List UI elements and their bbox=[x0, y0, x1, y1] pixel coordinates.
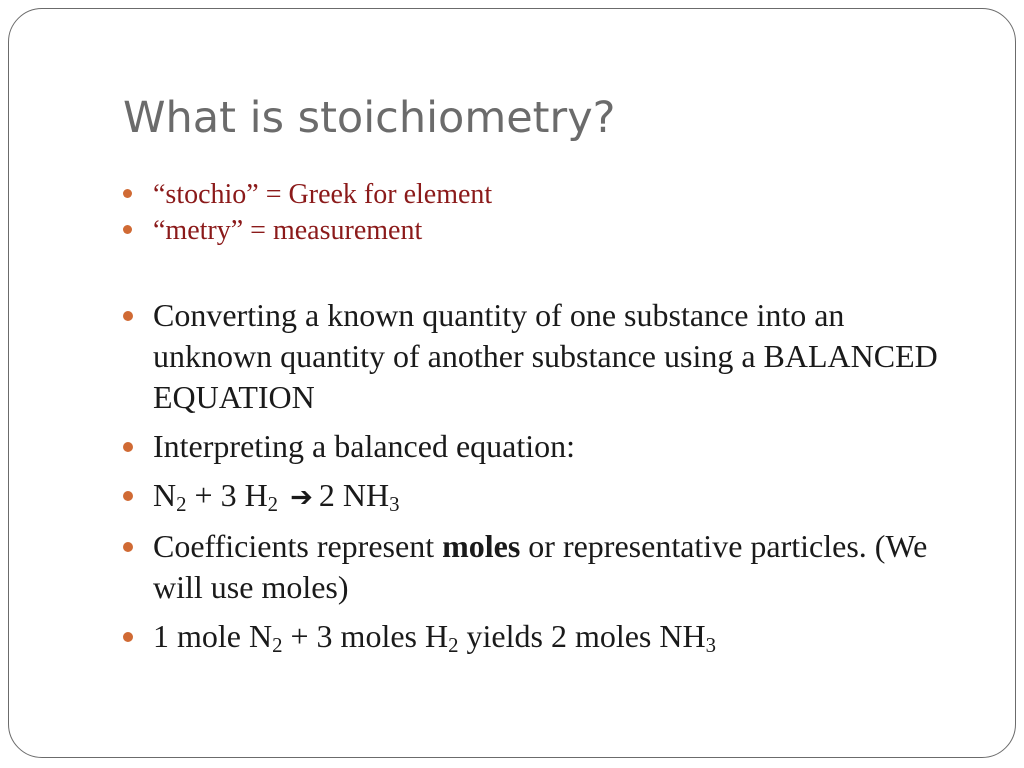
subscript: 2 bbox=[272, 634, 283, 658]
equation-n: N bbox=[153, 477, 177, 513]
etymology-list bbox=[123, 177, 492, 249]
subscript: 2 bbox=[176, 493, 187, 517]
subscript: 2 bbox=[267, 493, 279, 517]
slide-frame bbox=[8, 8, 1016, 758]
mole-part-1: 1 mole N bbox=[153, 618, 273, 654]
text-before: Coefficients represent bbox=[153, 528, 443, 564]
list-item bbox=[123, 177, 492, 213]
bullet-text: Converting a known quantity of one substance into an unknown quantity of another substance using a BALANCED EQUATION bbox=[153, 297, 938, 415]
bullet-text: Interpreting a balanced equation: bbox=[153, 428, 576, 464]
emphasis-moles: moles bbox=[442, 528, 521, 564]
equation-plus-h: + 3 H bbox=[186, 477, 268, 513]
bullet-text: “stochio” = Greek for element bbox=[153, 179, 493, 210]
list-item bbox=[123, 213, 492, 249]
bullet-text: “metry” = measurement bbox=[153, 215, 423, 246]
main-bullet-list bbox=[123, 295, 943, 665]
subscript: 3 bbox=[705, 634, 716, 658]
bullet-dot-icon bbox=[123, 542, 133, 552]
bullet-text bbox=[153, 528, 927, 605]
bullet-dot-icon bbox=[123, 225, 132, 234]
slide-title: What is stoichiometry? bbox=[123, 93, 616, 143]
mole-part-3: yields 2 moles NH bbox=[458, 618, 706, 654]
list-item bbox=[123, 426, 943, 467]
bullet-dot-icon bbox=[123, 491, 133, 501]
bullet-dot-icon bbox=[123, 632, 133, 642]
equation bbox=[153, 477, 400, 517]
bullet-text bbox=[153, 618, 716, 658]
right-arrow-icon: ➔ bbox=[290, 482, 313, 513]
mole-part-2: + 3 moles H bbox=[282, 618, 449, 654]
list-item bbox=[123, 475, 943, 518]
bullet-dot-icon bbox=[123, 442, 133, 452]
subscript: 3 bbox=[389, 493, 400, 517]
bullet-dot-icon bbox=[123, 311, 133, 321]
list-item bbox=[123, 526, 943, 608]
list-item bbox=[123, 295, 943, 418]
text-after: or representative particles. (We will use moles) bbox=[153, 528, 928, 605]
list-item bbox=[123, 616, 943, 657]
subscript: 2 bbox=[448, 634, 459, 658]
bullet-dot-icon bbox=[123, 189, 132, 198]
equation-product: 2 NH bbox=[318, 477, 390, 513]
